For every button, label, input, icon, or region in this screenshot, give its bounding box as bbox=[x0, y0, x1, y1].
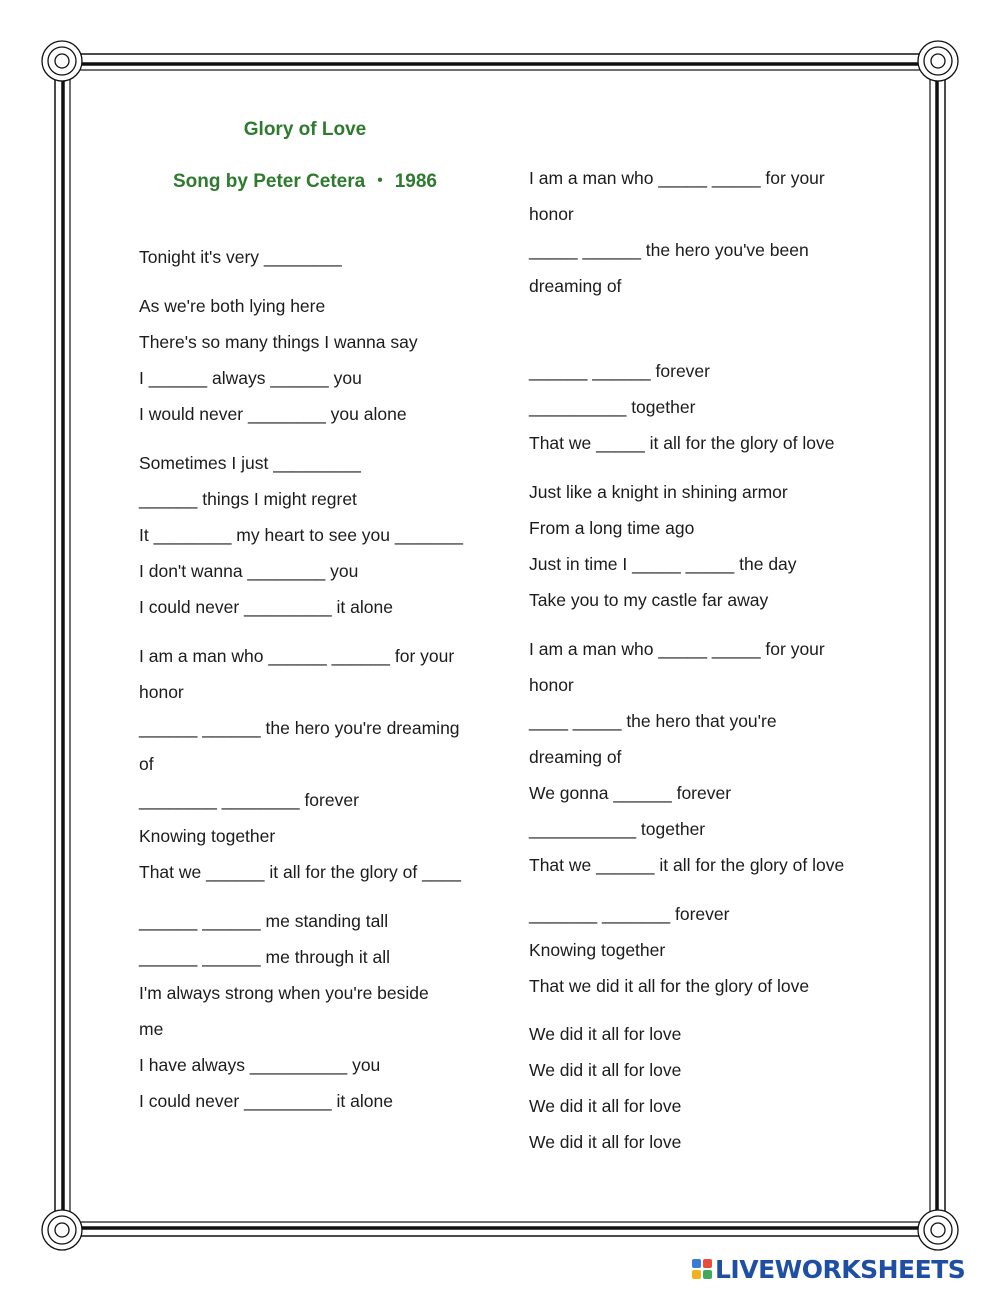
lyric-line: I ______ always ______ you bbox=[139, 368, 362, 388]
lyric-line: We did it all for love bbox=[529, 1024, 682, 1044]
lyric-line: ______ ______ me through it all bbox=[139, 947, 391, 967]
corner-ornament-top-left bbox=[42, 41, 82, 81]
lyric-line: honor bbox=[529, 204, 574, 224]
lyric-line: That we ______ it all for the glory of love bbox=[529, 855, 845, 875]
lyric-line: dreaming of bbox=[529, 747, 622, 767]
liveworksheets-logo[interactable] bbox=[692, 1254, 965, 1284]
lyric-line: I am a man who ______ ______ for your bbox=[139, 646, 455, 666]
lyric-line: I'm always strong when you're beside bbox=[139, 983, 429, 1003]
lyric-line: ______ things I might regret bbox=[139, 489, 357, 509]
lyric-line: ______ ______ forever bbox=[529, 361, 710, 381]
lyric-line: I have always __________ you bbox=[139, 1055, 381, 1075]
lyric-line: I am a man who _____ _____ for your bbox=[529, 639, 825, 659]
lyric-line: Just like a knight in shining armor bbox=[529, 482, 788, 502]
lyric-line: As we're both lying here bbox=[139, 296, 326, 316]
lyric-line: We did it all for love bbox=[529, 1132, 682, 1152]
lyric-line: Knowing together bbox=[529, 940, 666, 960]
logo-square bbox=[703, 1259, 712, 1268]
lyric-line: ________ ________ forever bbox=[139, 790, 359, 810]
lyric-line: There's so many things I wanna say bbox=[139, 332, 418, 352]
song-subtitle: Song by Peter Cetera ・ 1986 bbox=[173, 171, 437, 192]
logo-square bbox=[692, 1270, 701, 1279]
lyric-line: ______ ______ the hero you're dreaming bbox=[139, 718, 460, 738]
lyric-line: I am a man who _____ _____ for your bbox=[529, 168, 825, 188]
lyric-line: I could never _________ it alone bbox=[139, 1091, 393, 1111]
song-title: Glory of Love bbox=[243, 119, 367, 140]
lyric-line: honor bbox=[529, 675, 574, 695]
lyric-line: We gonna ______ forever bbox=[529, 783, 732, 803]
lyric-line: Knowing together bbox=[139, 826, 276, 846]
lyric-line: We did it all for love bbox=[529, 1060, 682, 1080]
lyric-line: Just in time I _____ _____ the day bbox=[529, 554, 797, 574]
lyric-line: Sometimes I just _________ bbox=[139, 453, 361, 473]
lyric-line: _____ ______ the hero you've been bbox=[529, 240, 809, 260]
logo-text: LIVEWORKSHEETS bbox=[715, 1254, 966, 1284]
lyric-line: From a long time ago bbox=[529, 518, 695, 538]
lyric-line: Tonight it's very ________ bbox=[139, 247, 342, 267]
corner-ornament-bottom-left bbox=[42, 1210, 82, 1250]
lyric-line: of bbox=[139, 754, 154, 774]
lyric-line: _______ _______ forever bbox=[529, 904, 730, 924]
lyric-line: We did it all for love bbox=[529, 1096, 682, 1116]
lyric-line: That we _____ it all for the glory of love bbox=[529, 433, 835, 453]
lyric-line: That we did it all for the glory of love bbox=[529, 976, 810, 996]
lyric-line: __________ together bbox=[529, 397, 696, 417]
corner-ornament-bottom-right bbox=[918, 1210, 958, 1250]
corner-ornament-top-right bbox=[918, 41, 958, 81]
lyric-line: It ________ my heart to see you _______ bbox=[139, 525, 463, 545]
lyric-line: I would never ________ you alone bbox=[139, 404, 407, 424]
lyric-line: Take you to my castle far away bbox=[529, 590, 769, 610]
lyric-line: I could never _________ it alone bbox=[139, 597, 393, 617]
lyric-line: ____ _____ the hero that you're bbox=[529, 711, 777, 731]
lyric-line: honor bbox=[139, 682, 184, 702]
lyric-line: ___________ together bbox=[529, 819, 706, 839]
liveworksheets-logo-icon bbox=[692, 1259, 712, 1279]
lyric-line: dreaming of bbox=[529, 276, 622, 296]
lyric-line: ______ ______ me standing tall bbox=[139, 911, 389, 931]
logo-square bbox=[703, 1270, 712, 1279]
lyric-line: I don't wanna ________ you bbox=[139, 561, 359, 581]
logo-square bbox=[692, 1259, 701, 1268]
lyric-line: me bbox=[139, 1019, 164, 1039]
lyric-line: That we ______ it all for the glory of ____ bbox=[139, 862, 462, 882]
